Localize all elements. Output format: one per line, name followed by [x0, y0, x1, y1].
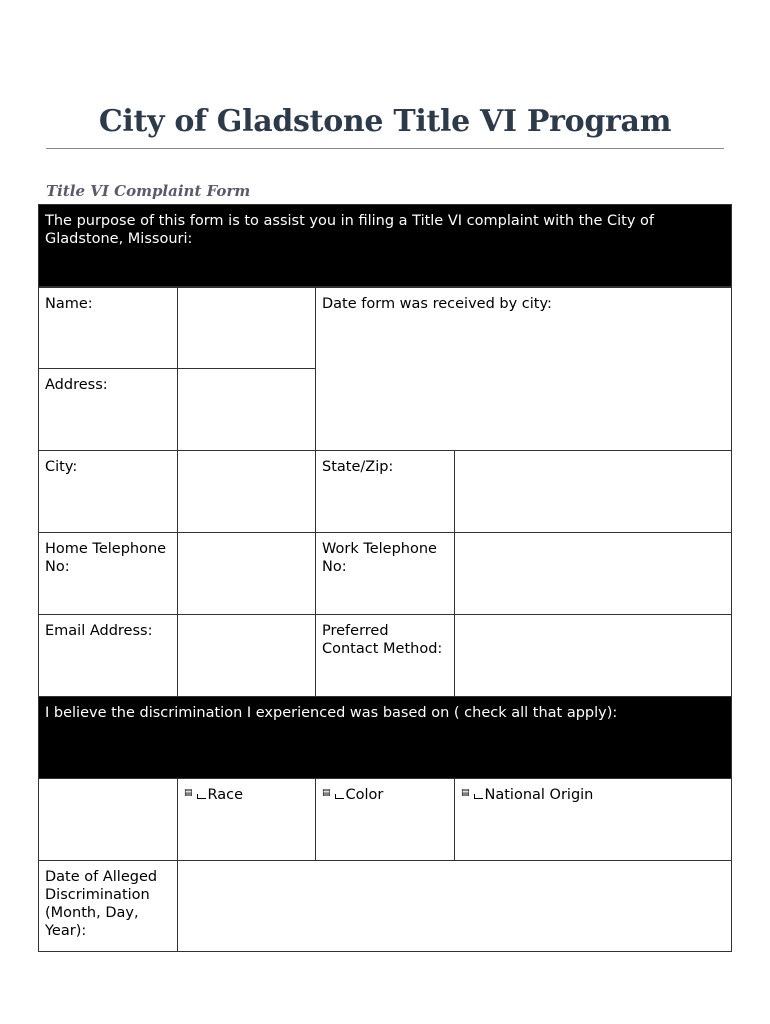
email-label: Email Address:	[45, 623, 153, 639]
email-input[interactable]	[177, 614, 316, 697]
checkbox-icon[interactable]: ▤	[322, 788, 331, 798]
race-label: Race	[207, 787, 244, 803]
date-alleged-input[interactable]	[177, 860, 732, 952]
race-option[interactable]	[177, 778, 316, 861]
checkbox-icon[interactable]: ▤	[184, 788, 193, 798]
checkbox-mark-icon	[197, 794, 206, 799]
checkbox-icon[interactable]: ▤	[461, 788, 470, 798]
contact-method-label-cell	[315, 614, 455, 697]
work-phone-label-cell	[315, 532, 455, 615]
contact-method-input[interactable]	[454, 614, 732, 697]
basis-blank-cell	[38, 778, 178, 861]
state-zip-input[interactable]	[454, 450, 732, 533]
city-input[interactable]	[177, 450, 316, 533]
national-origin-option[interactable]	[454, 778, 732, 861]
email-label-cell	[38, 614, 178, 697]
form-subtitle: Title VI Complaint Form	[46, 182, 251, 200]
date-received-label: Date form was received by city:	[322, 296, 552, 312]
name-label-cell	[38, 287, 178, 369]
color-label: Color	[345, 787, 384, 803]
basis-banner	[38, 696, 732, 779]
home-phone-input[interactable]	[177, 532, 316, 615]
name-label: Name:	[45, 296, 93, 312]
home-phone-label-cell	[38, 532, 178, 615]
page-title: City of Gladstone Title VI Program	[98, 104, 672, 139]
intro-text: The purpose of this form is to assist you in filing a Title VI complaint with the City of Gladstone, Missouri:	[45, 213, 655, 247]
state-zip-label: State/Zip:	[322, 459, 394, 475]
state-zip-label-cell	[315, 450, 455, 533]
intro-banner	[38, 204, 732, 287]
work-phone-label: Work Telephone No:	[322, 541, 437, 575]
home-phone-label: Home Telephone No:	[45, 541, 167, 575]
date-received-cell[interactable]	[315, 287, 732, 451]
checkbox-mark-icon	[335, 794, 344, 799]
address-label: Address:	[45, 377, 108, 393]
address-label-cell	[38, 368, 178, 451]
city-label-cell	[38, 450, 178, 533]
name-input[interactable]	[177, 287, 316, 369]
national-origin-label: National Origin	[484, 787, 594, 803]
city-label: City:	[45, 459, 78, 475]
work-phone-input[interactable]	[454, 532, 732, 615]
color-option[interactable]	[315, 778, 455, 861]
date-alleged-label-cell	[38, 860, 178, 952]
checkbox-mark-icon	[474, 794, 483, 799]
title-divider	[46, 148, 724, 149]
contact-method-label: Preferred Contact Method:	[322, 623, 443, 657]
basis-heading: I believe the discrimination I experienced was based on ( check all that apply):	[45, 705, 618, 721]
address-input[interactable]	[177, 368, 316, 451]
date-alleged-label: Date of Alleged Discrimination (Month, Day, Year):	[45, 869, 158, 939]
